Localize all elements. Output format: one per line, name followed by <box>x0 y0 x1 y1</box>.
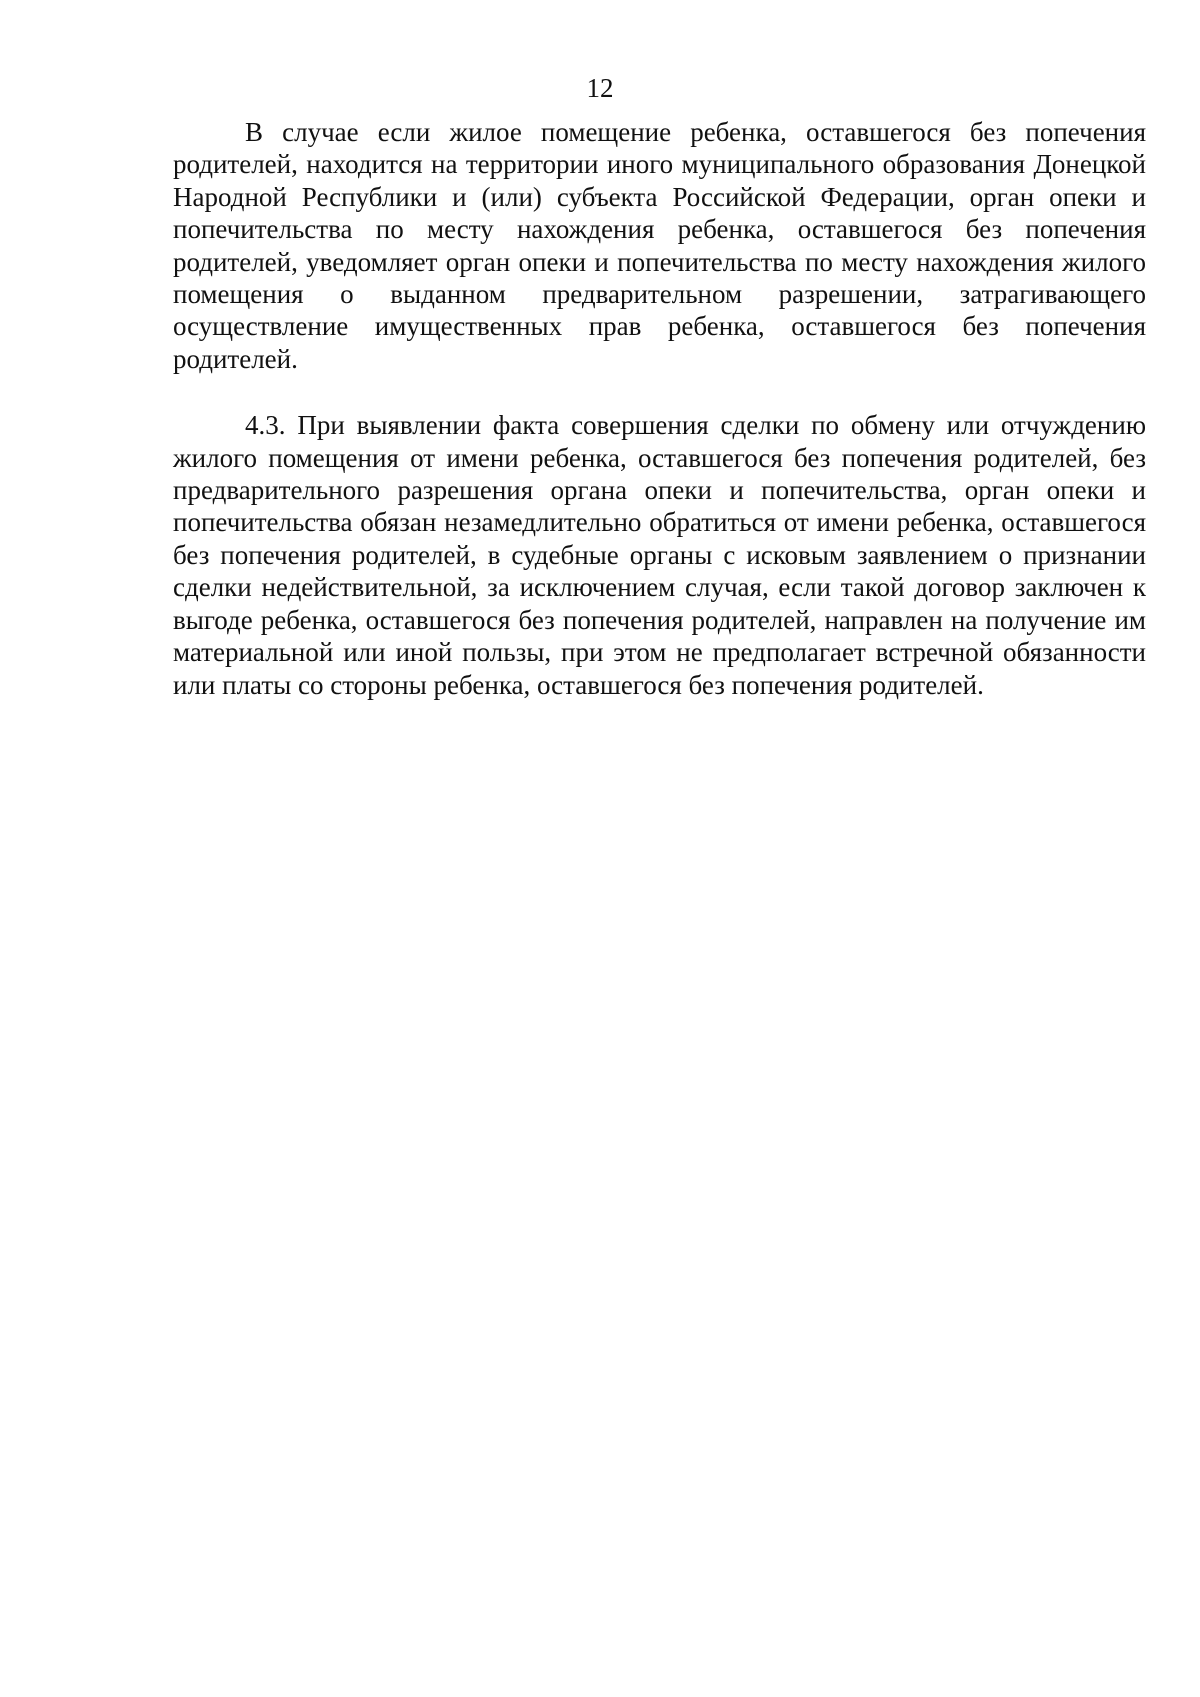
document-body <box>173 116 1146 701</box>
page-number: 12 <box>586 73 614 103</box>
paragraph-child-housing-other-municipality: В случае если жилое помещение ребенка, оставшегося без попечения родителей, находится на территории иного муниципального образования Донецкой Народной Республики и (или) субъекта Российской Федерации, орган опеки и попечительства по месту нахождения ребенка, оставшегося без попечения родителей, уведомляет орган опеки и попечительства по месту нахождения жилого помещения о выданном предварительном разрешении, затрагивающего осуществление имущественных прав ребенка, оставшегося без попечения родителей. <box>173 117 1146 374</box>
paragraph-4-3-invalid-transaction: 4.3. При выявлении факта совершения сделки по обмену или отчуждению жилого помещения от имени ребенка, оставшегося без попечения родителей, без предварительного разрешения органа опеки и попечительства, орган опеки и попечительства обязан незамедлительно обратиться от имени ребенка, оставшегося без попечения родителей, в судебные органы с исковым заявлением о признании сделки недействительной, за исключением случая, если такой договор заключен к выгоде ребенка, оставшегося без попечения родителей, направлен на получение им материальной или иной пользы, при этом не предполагает встречной обязанности или платы со стороны ребенка, оставшегося без попечения родителей. <box>173 410 1146 700</box>
